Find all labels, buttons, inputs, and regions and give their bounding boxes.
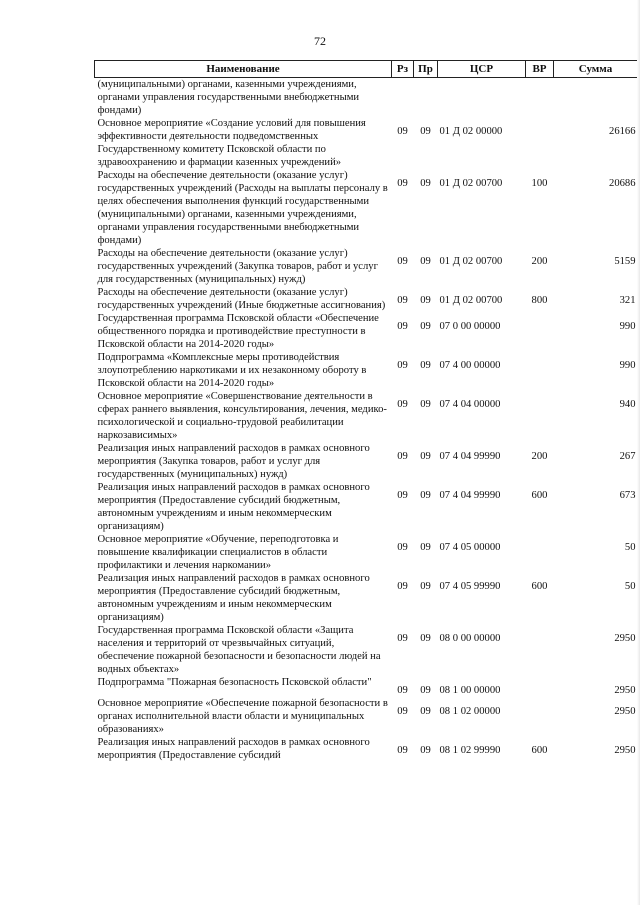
row-sum-cell: 2950 <box>614 706 636 717</box>
row-vr-cell: 200 <box>531 256 548 267</box>
row-csr-cell: 07 4 05 00000 <box>439 542 501 553</box>
row-rz-cell: 09 <box>397 178 408 189</box>
table-row <box>95 442 638 481</box>
row-sum-cell: 990 <box>619 360 636 371</box>
row-pr-cell: 09 <box>420 633 431 644</box>
row-rz-cell: 09 <box>397 321 408 332</box>
table-row <box>95 247 638 286</box>
row-pr-cell: 09 <box>420 295 431 306</box>
row-sum-cell: 5159 <box>614 256 636 267</box>
header-pr: Пр <box>414 61 438 78</box>
row-name-cell: Государственная программа Псковской области «Защита населения и территорий от чрезвычайных ситуаций, обеспечение пожарной безопасности и безопасности людей на водных объектах» <box>97 625 381 675</box>
row-vr-cell: 100 <box>531 178 548 189</box>
table-row <box>95 390 638 442</box>
row-pr-cell: 09 <box>420 745 431 756</box>
row-rz-cell: 09 <box>397 399 408 410</box>
row-pr-cell: 09 <box>420 256 431 267</box>
table-row <box>95 736 638 762</box>
header-vr: ВР <box>526 61 554 78</box>
row-name-cell: Подпрограмма «Комплексные меры противодействия злоупотреблению наркотиками и их незаконному обороту в Псковской области на 2014-2020 годы» <box>97 352 367 389</box>
row-pr-cell: 09 <box>420 542 431 553</box>
row-sum-cell: 940 <box>619 399 636 410</box>
table-body <box>95 78 638 763</box>
row-pr-cell: 09 <box>420 706 431 717</box>
row-name-cell: Государственная программа Псковской области «Обеспечение общественного порядка и противодействие преступности в Псковской области на 2014-2020 годы» <box>97 313 379 350</box>
row-rz-cell: 09 <box>397 745 408 756</box>
table-row <box>95 676 638 697</box>
table-row <box>95 572 638 624</box>
row-name-cell: Реализация иных направлений расходов в рамках основного мероприятия (Предоставление субсидий бюджетным, автономным учреждениям и иным некоммерческим организациям) <box>97 573 370 623</box>
row-pr-cell: 09 <box>420 399 431 410</box>
row-sum-cell: 20686 <box>609 178 636 189</box>
row-csr-cell <box>438 78 526 118</box>
table-row <box>95 169 638 247</box>
budget-table-container <box>94 60 637 762</box>
row-sum-cell: 990 <box>619 321 636 332</box>
header-csr: ЦСР <box>438 61 526 78</box>
table-row <box>95 312 638 351</box>
row-name-cell: Расходы на обеспечение деятельности (оказание услуг) государственных учреждений (Расходы на выплаты персоналу в целях обеспечения выполнения функций государственными (муниципальными) органами, казенными учреждениями, органами управления государственными внебюджетными фондами) <box>97 170 388 246</box>
row-rz-cell: 09 <box>397 706 408 717</box>
page-number: 72 <box>314 34 326 48</box>
header-rz: Рз <box>392 61 414 78</box>
row-csr-cell: 07 4 04 00000 <box>439 399 501 410</box>
row-sum-cell: 2950 <box>614 633 636 644</box>
row-name-cell: Основное мероприятие «Обучение, переподготовка и повышение квалификации специалистов в области профилактики и лечения наркомании» <box>97 534 339 571</box>
row-rz-cell: 09 <box>397 256 408 267</box>
row-rz-cell: 09 <box>397 581 408 592</box>
row-pr-cell <box>414 78 438 118</box>
row-name-cell: Расходы на обеспечение деятельности (оказание услуг) государственных учреждений (Иные бюджетные ассигнования) <box>97 287 386 311</box>
table-row <box>95 78 638 118</box>
row-vr-cell <box>526 697 554 736</box>
row-csr-cell: 08 1 00 00000 <box>439 685 501 696</box>
row-name-cell: Расходы на обеспечение деятельности (оказание услуг) государственных учреждений (Закупка товаров, работ и услуг для государственных (муниципальных) нужд) <box>97 248 378 285</box>
row-rz-cell: 09 <box>397 295 408 306</box>
row-vr-cell: 200 <box>531 451 548 462</box>
row-vr-cell <box>526 390 554 442</box>
row-sum-cell <box>554 78 638 118</box>
row-name-cell: Реализация иных направлений расходов в рамках основного мероприятия (Предоставление субсидий <box>97 737 370 761</box>
row-csr-cell: 07 4 04 99990 <box>439 490 501 501</box>
row-sum-cell: 2950 <box>614 685 636 696</box>
row-sum-cell: 26166 <box>609 126 636 137</box>
row-pr-cell: 09 <box>420 451 431 462</box>
row-name-cell: Подпрограмма "Пожарная безопасность Псковской области" <box>97 677 372 688</box>
row-name-cell: Основное мероприятие «Создание условий для повышения эффективности деятельности подведомственных Государственному комитету Псковской области по здравоохранению и фармации казенных учреждений» <box>97 118 366 168</box>
table-row <box>95 351 638 390</box>
row-rz-cell: 09 <box>397 126 408 137</box>
row-name-cell: Основное мероприятие «Совершенствование деятельности в сферах раннего выявления, консультирования, лечения, медико-психологической и социально-трудовой реабилитации наркозависимых» <box>97 391 387 441</box>
row-vr-cell <box>526 676 554 697</box>
row-name-cell: Основное мероприятие «Обеспечение пожарной безопасности в органах исполнительной власти области и муниципальных образованиях» <box>97 698 388 735</box>
table-row <box>95 533 638 572</box>
row-csr-cell: 08 0 00 00000 <box>439 633 501 644</box>
row-csr-cell: 01 Д 02 00700 <box>439 256 503 267</box>
table-row <box>95 481 638 533</box>
row-vr-cell <box>526 533 554 572</box>
row-pr-cell: 09 <box>420 685 431 696</box>
row-vr-cell <box>526 351 554 390</box>
row-csr-cell: 07 0 00 00000 <box>439 321 501 332</box>
row-vr-cell: 600 <box>531 490 548 501</box>
row-csr-cell: 07 4 00 00000 <box>439 360 501 371</box>
row-csr-cell: 08 1 02 99990 <box>439 745 501 756</box>
row-rz-cell: 09 <box>397 542 408 553</box>
table-row <box>95 697 638 736</box>
table-row <box>95 624 638 676</box>
table-header <box>95 61 638 78</box>
row-rz-cell: 09 <box>397 490 408 501</box>
row-pr-cell: 09 <box>420 178 431 189</box>
row-csr-cell: 01 Д 02 00700 <box>439 295 503 306</box>
row-rz-cell: 09 <box>397 633 408 644</box>
row-vr-cell: 800 <box>531 295 548 306</box>
header-sum: Сумма <box>554 61 638 78</box>
row-pr-cell: 09 <box>420 321 431 332</box>
table-row <box>95 286 638 312</box>
row-pr-cell: 09 <box>420 126 431 137</box>
table-row <box>95 117 638 169</box>
header-name: Наименование <box>95 61 392 78</box>
row-vr-cell: 600 <box>531 581 548 592</box>
row-name-cell: Реализация иных направлений расходов в рамках основного мероприятия (Предоставление субсидий бюджетным, автономным учреждениям и иным некоммерческим организациям) <box>97 482 370 532</box>
row-csr-cell: 01 Д 02 00700 <box>439 178 503 189</box>
row-vr-cell <box>526 117 554 169</box>
row-pr-cell: 09 <box>420 581 431 592</box>
row-csr-cell: 08 1 02 00000 <box>439 706 501 717</box>
row-sum-cell: 267 <box>619 451 636 462</box>
row-pr-cell: 09 <box>420 360 431 371</box>
row-vr-cell <box>526 312 554 351</box>
row-csr-cell: 07 4 04 99990 <box>439 451 501 462</box>
row-name-cell: Реализация иных направлений расходов в рамках основного мероприятия (Закупка товаров, работ и услуг для государственных (муниципальных) нужд) <box>97 443 370 480</box>
row-vr-cell <box>526 78 554 118</box>
row-csr-cell: 07 4 05 99990 <box>439 581 501 592</box>
row-pr-cell: 09 <box>420 490 431 501</box>
row-rz-cell: 09 <box>397 685 408 696</box>
row-name-cell: (муниципальными) органами, казенными учреждениями, органами управления государственными внебюджетными фондами) <box>97 79 360 116</box>
row-rz-cell: 09 <box>397 451 408 462</box>
row-sum-cell: 50 <box>624 581 636 592</box>
row-rz-cell <box>392 78 414 118</box>
row-vr-cell: 600 <box>531 745 548 756</box>
row-sum-cell: 673 <box>619 490 636 501</box>
row-csr-cell: 01 Д 02 00000 <box>439 126 503 137</box>
row-vr-cell <box>526 624 554 676</box>
header-row <box>95 61 638 78</box>
row-sum-cell: 321 <box>619 295 636 306</box>
budget-table <box>94 60 638 762</box>
row-sum-cell: 2950 <box>614 745 636 756</box>
row-sum-cell: 50 <box>624 542 636 553</box>
row-rz-cell: 09 <box>397 360 408 371</box>
